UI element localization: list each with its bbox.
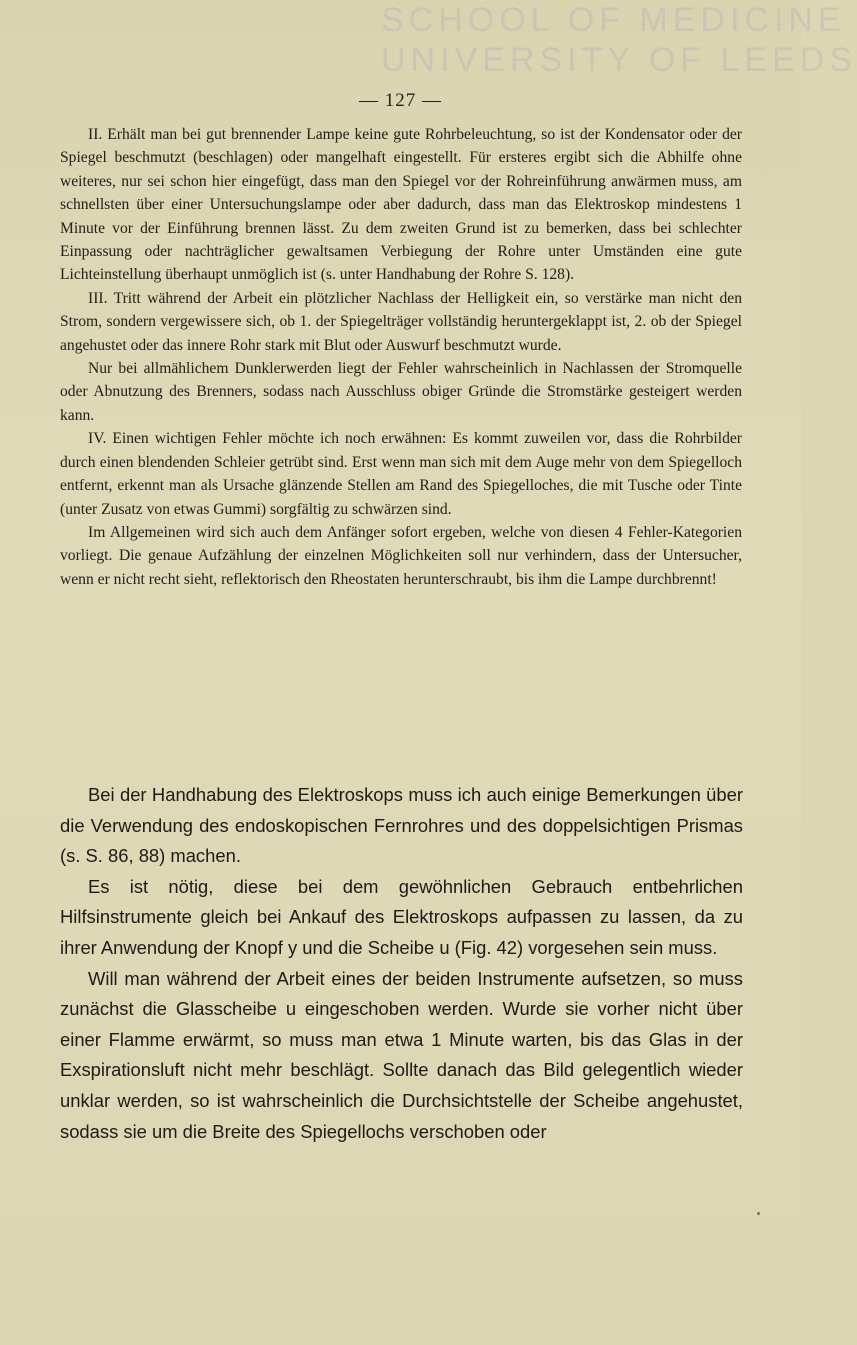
library-stamp xyxy=(381,0,857,80)
paragraph-fault-ii: II. Erhält man bei gut brennender Lampe keine gute Rohrbeleuchtung, so ist der Kondensator oder der Spiegel beschmutzt (beschlagen) oder mangelhaft eingestellt. Für ersteres ergibt sich die Abhilfe ohne weiteres, nur sei schon hier eingefügt, dass man den Spiegel vor der Rohreinführung anwärmen muss, am schnellsten über einer Untersuchungslampe oder aber dadurch, dass man das Elektroskop mindestens 1 Minute vor der Einführung brennen lässt. Zu dem zweiten Grund ist zu bemerken, dass bei schlechter Einpassung oder nachträglicher gewaltsamen Verbiegung der Rohre unter Umständen eine gute Lichteinstellung überhaupt unmöglich ist (s. unter Handhabung der Rohre S. 128). xyxy=(60,126,742,284)
paragraph-gradual-dimming: Nur bei allmählichem Dunklerwerden liegt der Fehler wahrscheinlich in Nachlassen der Stromquelle oder Abnutzung des Brenners, sodass nach Ausschluss obiger Gründe die Stromstärke gesteigert werden kann. xyxy=(60,360,742,424)
paragraph-fault-iii: III. Tritt während der Arbeit ein plötzlicher Nachlass der Helligkeit ein, so verstärke man nicht den Strom, sondern vergewissere sich, ob 1. der Spiegelträger vollständig heruntergeklappt ist, 2. ob der Spiegel angehustet oder das innere Rohr stark mit Blut oder Auswurf beschmutzt wurde. xyxy=(60,289,742,354)
paragraph-fault-iv: IV. Einen wichtigen Fehler möchte ich noch erwähnen: Es kommt zuweilen vor, dass die Rohrbilder durch einen blendenden Schleier getrübt sind. Erst wenn man sich mit dem Auge mehr von dem Spiegelloch entfernt, erkennt man als Ursache glänzende Stellen am Rand des Spiegelloches, die mit Tusche oder Tinte (unter Zusatz von etwas Gummi) sorgfältig zu schwärzen sind. xyxy=(60,430,742,518)
main-text-section xyxy=(60,780,743,1147)
stamp-line-2: UNIVERSITY OF LEEDS xyxy=(381,41,857,79)
paragraph-handhabung: Bei der Handhabung des Elektroskops muss ich auch einige Bemerkungen über die Verwendung des endoskopischen Fernrohres und des doppelsichtigen Prismas (s. S. 86, 88) machen. xyxy=(60,784,743,867)
stamp-line-1: SCHOOL OF MEDICINE xyxy=(381,1,846,39)
paragraph-general-note: Im Allgemeinen wird sich auch dem Anfänger sofort ergeben, welche von diesen 4 Fehler-Kategorien vorliegt. Die genaue Aufzählung der einzelnen Möglichkeiten soll nur verhindern, dass der Untersucher, wenn er nicht recht sieht, reflektorisch den Rheostaten herunterschraubt, bis ihm die Lampe durchbrennt! xyxy=(60,523,742,588)
small-print-section xyxy=(60,123,742,591)
ink-speck xyxy=(757,1212,760,1215)
page-number: — 127 — xyxy=(359,90,442,111)
paragraph-hilfsinstrumente: Es ist nötig, diese bei dem gewöhnlichen Gebrauch entbehrlichen Hilfsinstrumente gleich bei Ankauf des Elektroskops aufpassen zu lassen, da zu ihrer Anwendung der Knopf y und die Scheibe u (Fig. 42) vorgesehen sein muss. xyxy=(60,875,743,958)
paragraph-glasscheibe: Will man während der Arbeit eines der beiden Instrumente aufsetzen, so muss zunächst die Glasscheibe u eingeschoben werden. Wurde sie vorher nicht über einer Flamme erwärmt, so muss man etwa 1 Minute warten, bis das Glas in der Exspirationsluft nicht mehr beschlägt. Sollte danach das Bild gelegentlich wieder unklar werden, so ist wahrscheinlich die Durchsichtstelle der Scheibe angehustet, sodass sie um die Breite des Spiegellochs verschoben oder xyxy=(60,967,743,1142)
